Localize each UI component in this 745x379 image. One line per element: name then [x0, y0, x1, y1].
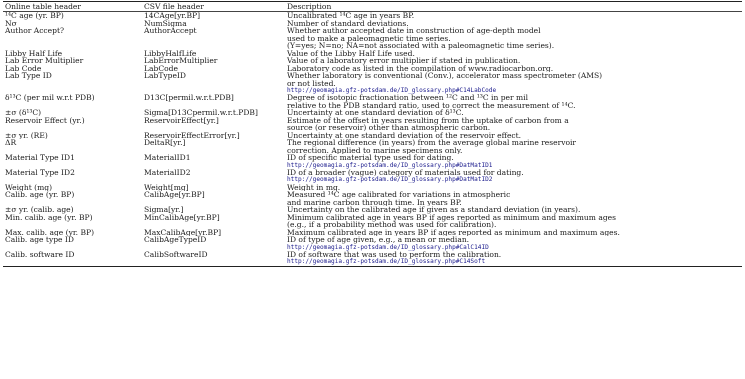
description-cell — [285, 139, 742, 154]
online-header-cell: ±σ yr. (RE) — [5, 131, 48, 140]
online-header-cell: ±σ (δ¹³C) — [5, 109, 42, 117]
table-row — [3, 206, 742, 213]
description-line: Measured ¹⁴C age calibrated for variations in atmospheric — [287, 191, 511, 200]
description-cell — [285, 229, 742, 236]
csv-header-cell: LabErrorMultiplier — [144, 57, 218, 65]
description-line: and marine carbon through time. In years BP. — [287, 197, 462, 207]
description-line: Estimate of the offset in years resulting from the uptake of carbon from a — [287, 116, 569, 125]
description-line: relative to the PDB standard ratio, used to correct the measurement of ¹⁴C. — [287, 100, 576, 110]
description-line: Whether laboratory is conventional (Conv.), accelerator mass spectrometer (AMS) — [287, 72, 603, 81]
description-cell — [285, 251, 742, 266]
description-line: Value of the Libby Half Life used. — [287, 49, 415, 58]
online-header-cell: Calib. age (yr. BP) — [5, 191, 75, 200]
csv-header-cell: ReservoirEffect[yr.] — [144, 116, 219, 125]
header-description: Description — [287, 2, 332, 11]
table-row — [3, 191, 742, 206]
description-cell — [285, 154, 742, 169]
csv-header-cell: AuthorAccept — [144, 27, 197, 36]
description-cell — [285, 236, 742, 251]
description-cell — [285, 27, 742, 49]
glossary-link[interactable]: http://geomagia.gfz-potsdam.de/ID_glossary.php#C14Soft — [287, 258, 486, 266]
description-line: Degree of isotopic fractionation between ¹²C and ¹³C in per mil — [287, 94, 529, 103]
table-row — [3, 109, 742, 116]
csv-header-cell: Sigma[yr.] — [144, 206, 184, 214]
online-header-cell: Libby Half Life — [5, 49, 63, 58]
description-cell — [285, 72, 742, 94]
description-cell — [285, 132, 742, 139]
description-cell — [285, 57, 742, 64]
online-header-cell: Reservoir Effect (yr.) — [5, 116, 85, 125]
csv-header-cell: MaxCalibAge[yr.BP] — [144, 228, 222, 237]
description-line: ID of type of age given, e.g., a mean or median. — [287, 236, 470, 245]
description-cell — [285, 214, 742, 229]
description-line: Weight in mg. — [287, 183, 341, 192]
online-header-cell: ΔR — [5, 139, 17, 148]
table-row — [3, 229, 742, 236]
table-row — [3, 50, 742, 57]
csv-header-cell: NumSigma — [144, 19, 187, 28]
csv-header-cell: CalibAge[yr.BP] — [144, 191, 205, 200]
glossary-link[interactable]: http://geomagia.gfz-potsdam.de/ID_glossary.php#CalC14ID — [287, 243, 489, 251]
description-cell — [285, 109, 742, 116]
description-line: Maximum calibrated age in years BP if ages reported as minimum and maximum ages. — [287, 228, 620, 237]
online-header-cell: Lab Code — [5, 64, 42, 73]
table-row — [3, 251, 742, 266]
description-line: source (or reservoir) other than atmospheric carbon. — [287, 123, 491, 132]
table-row — [3, 12, 742, 20]
table-row — [3, 214, 742, 229]
online-header-cell: ±σ yr. (calib. age) — [5, 206, 74, 214]
glossary-link[interactable]: http://geomagia.gfz-potsdam.de/ID_glossary.php#DatMatID2 — [287, 176, 493, 184]
description-line: ID of specific material type used for dating. — [287, 154, 454, 163]
table-row — [3, 94, 742, 109]
table-row — [3, 184, 742, 191]
online-header-cell: Material Type ID1 — [5, 154, 75, 163]
table-row — [3, 57, 742, 64]
description-line: Number of standard deviations. — [287, 19, 409, 28]
csv-header-cell: LibbyHalfLife — [144, 49, 197, 58]
description-line: ID of a broader (vague) category of materials used for dating. — [287, 168, 524, 177]
online-header-cell: Nσ — [5, 19, 17, 28]
description-line: The regional difference (in years) from the average global marine reservoir — [287, 139, 577, 148]
online-header-cell: Min. calib. age (yr. BP) — [5, 213, 93, 222]
table-row — [3, 72, 742, 94]
table-row — [3, 236, 742, 251]
description-cell — [285, 65, 742, 72]
online-header-cell: Max. calib. age (yr. BP) — [5, 228, 95, 237]
field-description-table — [3, 1, 742, 267]
online-header-cell: Lab Type ID — [5, 72, 52, 81]
csv-header-cell: DeltaR[yr.] — [144, 139, 186, 148]
table-row — [3, 154, 742, 169]
csv-header-cell: MaterialID2 — [144, 168, 191, 177]
csv-header-cell: ReservoirEffectError[yr.] — [144, 131, 240, 140]
description-line: or not listed. — [287, 78, 336, 88]
csv-header-cell: Weight[mg] — [144, 183, 189, 192]
csv-header-cell: CalibAgeTypeID — [144, 236, 207, 245]
header-csv-file: CSV file header — [144, 2, 204, 11]
description-line: Whether author accepted date in construction of age-depth model — [287, 27, 541, 36]
table-row — [3, 65, 742, 72]
description-line: Laboratory code as listed in the compilation of www.radiocarbon.org. — [287, 64, 554, 73]
csv-header-cell: LabCode — [144, 64, 178, 73]
description-cell — [285, 191, 742, 206]
csv-header-cell: LabTypeID — [144, 72, 186, 81]
header-online-table: Online table header — [5, 2, 81, 11]
description-cell — [285, 94, 742, 109]
table-body — [3, 12, 742, 266]
csv-header-cell: MaterialID1 — [144, 154, 191, 163]
online-header-cell: Calib. software ID — [5, 250, 75, 259]
csv-header-cell: Sigma[D13Cpermil.w.r.t.PDB] — [144, 109, 258, 117]
csv-header-cell: CalibSoftwareID — [144, 250, 208, 259]
description-line: (Y=yes; N=no; NA=not associated with a paleomagnetic time series). — [287, 41, 555, 50]
online-header-cell: Calib. age type ID — [5, 236, 74, 245]
online-header-cell: Material Type ID2 — [5, 168, 75, 177]
csv-header-cell: D13C[permil.w.r.t.PDB] — [144, 94, 234, 103]
csv-header-cell: MinCalibAge[yr.BP] — [144, 213, 220, 222]
table-row — [3, 27, 742, 49]
description-cell — [285, 117, 742, 132]
description-cell — [285, 50, 742, 57]
description-cell — [285, 20, 742, 27]
glossary-link[interactable]: http://geomagia.gfz-potsdam.de/ID_glossary.php#C14LabCode — [287, 86, 497, 94]
description-cell — [285, 184, 742, 191]
online-header-cell: Lab Error Multiplier — [5, 57, 84, 65]
table-row — [3, 169, 742, 184]
online-header-cell: Weight (mg) — [5, 183, 53, 192]
table-row — [3, 20, 742, 27]
description-cell — [285, 12, 742, 20]
table-row — [3, 132, 742, 139]
csv-header-cell: 14CAge[yr.BP] — [144, 11, 201, 20]
description-line: Value of a laboratory error multiplier if stated in publication. — [287, 57, 521, 65]
online-header-cell: Author Accept? — [5, 27, 65, 36]
description-line: correction. Applied to marine specimens only. — [287, 145, 463, 155]
online-header-cell: δ¹³C (per mil w.r.t PDB) — [5, 94, 95, 103]
table-row — [3, 117, 742, 132]
description-cell — [285, 169, 742, 184]
glossary-link[interactable]: http://geomagia.gfz-potsdam.de/ID_glossary.php#DatMatID1 — [287, 161, 493, 169]
description-line: Uncertainty at one standard deviation of δ¹³C. — [287, 109, 464, 117]
description-line: ID of software that was used to perform the calibration. — [287, 250, 502, 259]
description-line: Uncertainty at one standard deviation of the reservoir effect. — [287, 131, 522, 140]
online-header-cell: ¹⁴C age (yr. BP) — [5, 11, 64, 20]
description-cell — [285, 206, 742, 213]
description-line: Minimum calibrated age in years BP if ages reported as minimum and maximum ages — [287, 213, 617, 222]
description-line: Uncertainty on the calibrated age if given as a standard deviation (in years). — [287, 206, 581, 214]
description-line: used to make a paleomagnetic time series. — [287, 33, 451, 43]
table-header-row — [3, 2, 742, 12]
description-line: Uncalibrated ¹⁴C age in years BP. — [287, 11, 415, 20]
description-line: (e.g., if a probability method was used for calibration). — [287, 220, 497, 229]
table-row — [3, 139, 742, 154]
